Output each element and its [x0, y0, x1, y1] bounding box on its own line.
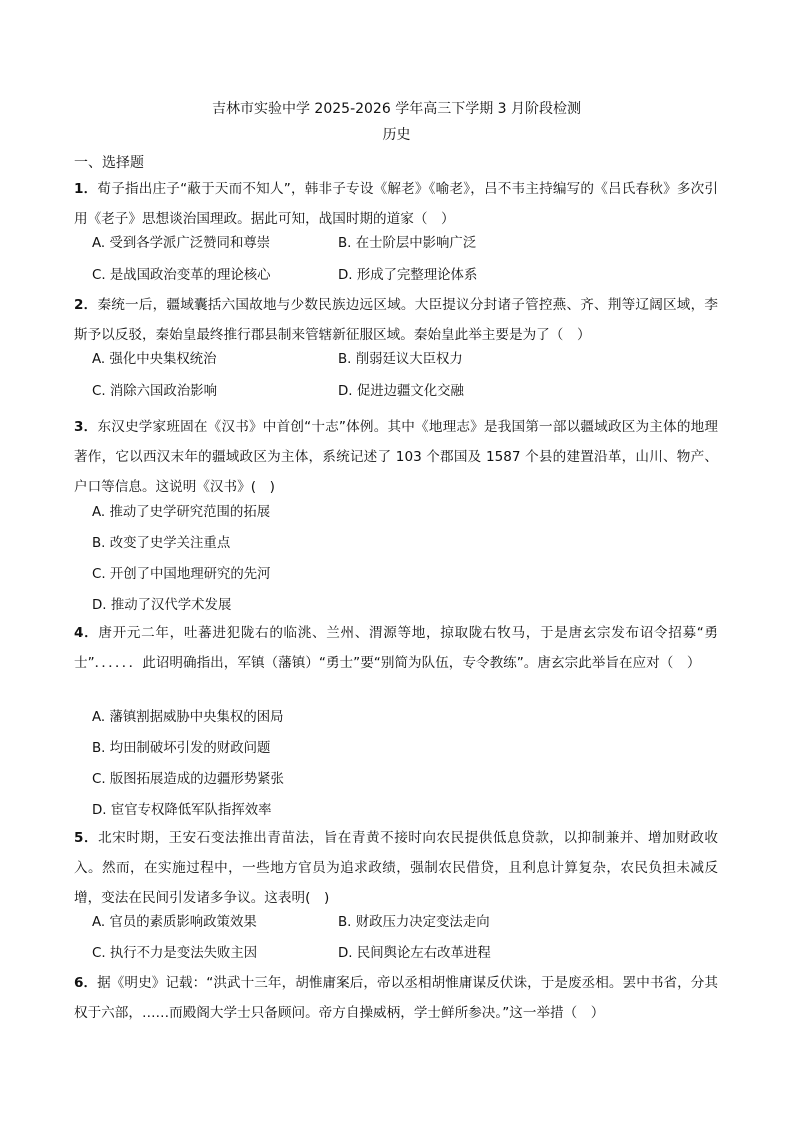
option-b: B. 削弱廷议大臣权力 — [338, 352, 463, 367]
question-number: 3． — [74, 419, 98, 435]
option-a: A. 官员的素质影响政策效果 — [92, 915, 257, 930]
option-d: D. 民间舆论左右改革进程 — [338, 946, 491, 961]
question-1 — [74, 174, 718, 234]
question-stem: 据《明史》记载：“洪武十三年，胡惟庸案后，帝以丞相胡惟庸谋反伏诛，于是废丞相。罢中书省，分其权于六部，……而殿阁大学士只备顾问。帝方自操威柄，学士鲜所参决。”这一举措（ ） — [74, 975, 718, 1021]
option-a: A. 受到各学派广泛赞同和尊崇 — [92, 236, 271, 251]
question-stem: 东汉史学家班固在《汉书》中首创“十志”体例。其中《地理志》是我国第一部以疆域政区为主体的地理著作，它以西汉末年的疆域政区为主体，系统记述了 103 个郡国及 1587 个县的建置沿革，山川、物产、户口等信息。这说明《汉书》( ) — [74, 419, 718, 495]
option-c: C. 开创了中国地理研究的先河 — [92, 567, 271, 582]
option-b: B. 在士阶层中影响广泛 — [338, 236, 477, 251]
option-d: D. 推动了汉代学术发展 — [92, 598, 232, 613]
question-3 — [74, 412, 718, 502]
option-c: C. 是战国政治变革的理论核心 — [92, 268, 271, 283]
option-c: C. 版图拓展造成的边疆形势紧张 — [92, 772, 284, 787]
exam-title: 吉林市实验中学 2025-2026 学年高三下学期 3 月阶段检测 — [211, 101, 582, 117]
option-a: A. 推动了史学研究范围的拓展 — [92, 505, 271, 520]
section-heading: 一、选择题 — [74, 155, 144, 171]
question-number: 2． — [74, 297, 98, 313]
question-5 — [74, 823, 718, 913]
question-number: 5． — [74, 830, 99, 846]
question-stem: 荀子指出庄子“蔽于天而不知人”，韩非子专设《解老》《喻老》，吕不韦主持编写的《吕氏春秋》多次引用《老子》思想谈治国理政。据此可知，战国时期的道家（ ） — [74, 181, 718, 227]
question-number: 6． — [74, 975, 98, 991]
option-b: B. 改变了史学关注重点 — [92, 536, 231, 551]
option-a: A. 强化中央集权统治 — [92, 352, 217, 367]
question-4 — [74, 618, 718, 678]
option-b: B. 财政压力决定变法走向 — [338, 915, 490, 930]
question-6 — [74, 968, 718, 1028]
option-d: D. 形成了完整理论体系 — [338, 268, 478, 283]
question-stem: 唐开元二年，吐蕃进犯陇右的临洮、兰州、渭源等地，掠取陇右牧马，于是唐玄宗发布诏令招募“勇士”．．．．．．此诏明确指出，军镇（藩镇）“勇士”要“别简为队伍，专令教练”。唐玄宗此举旨在应对（ ） — [74, 625, 718, 671]
option-d: D. 促进边疆文化交融 — [338, 384, 464, 399]
question-stem: 秦统一后，疆域囊括六国故地与少数民族边远区域。大臣提议分封诸子管控燕、齐、荆等辽阔区域，李斯予以反驳，秦始皇最终推行郡县制来管辖新征服区域。秦始皇此举主要是为了（ ） — [74, 297, 718, 343]
option-c: C. 执行不力是变法失败主因 — [92, 946, 258, 961]
question-stem: 北宋时期，王安石变法推出青苗法，旨在青黄不接时向农民提供低息贷款，以抑制兼并、增加财政收入。然而，在实施过程中，一些地方官员为追求政绩，强制农民借贷，且利息计算复杂，农民负担未减反增，变法在民间引发诸多争议。这表明( ) — [74, 830, 718, 906]
question-number: 4． — [74, 625, 99, 641]
option-a: A. 藩镇割据威胁中央集权的困局 — [92, 710, 284, 725]
option-d: D. 宦官专权降低军队指挥效率 — [92, 803, 272, 818]
subject-title: 历史 — [382, 127, 411, 143]
option-c: C. 消除六国政治影响 — [92, 384, 217, 399]
option-b: B. 均田制破坏引发的财政问题 — [92, 741, 271, 756]
question-number: 1． — [74, 181, 98, 197]
question-2 — [74, 290, 718, 350]
